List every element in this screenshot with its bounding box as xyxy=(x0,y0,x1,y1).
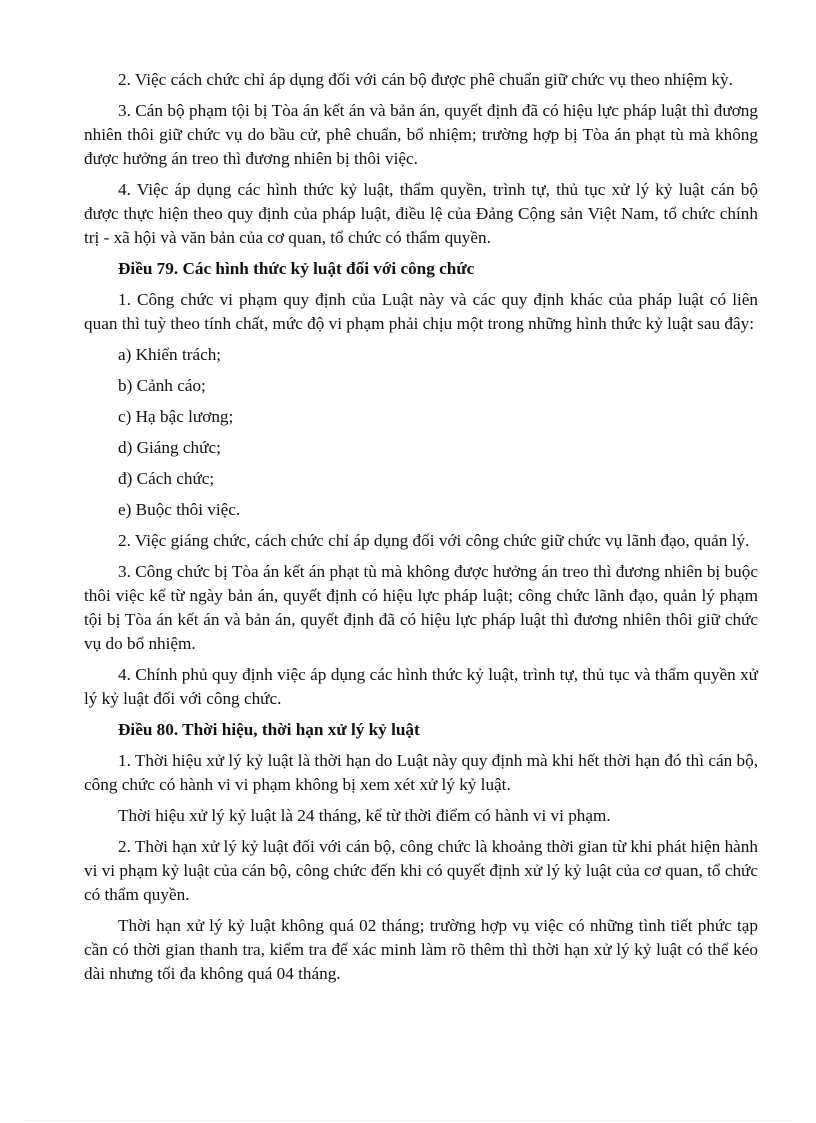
list-item: đ) Cách chức; xyxy=(118,469,215,488)
paragraph: Thời hiệu xử lý kỷ luật là 24 tháng, kể từ thời điểm có hành vi vi phạm. xyxy=(118,806,611,825)
paragraph: 4. Chính phủ quy định việc áp dụng các hình thức kỷ luật, trình tự, thủ tục và thẩm quyền xử lý kỷ luật đối với công chức. xyxy=(84,665,758,708)
list-item: d) Giáng chức; xyxy=(118,438,221,457)
paragraph: 3. Công chức bị Tòa án kết án phạt tù mà không được hưởng án treo thì đương nhiên bị buộc thôi việc kể từ ngày bản án, quyết định có hiệu lực pháp luật; công chức lãnh đạo, quản lý phạm tội bị Tòa án kết án và bản án, quyết định đã có hiệu lực pháp luật thì đương nhiên thôi giữ chức vụ do bổ nhiệm. xyxy=(84,562,758,653)
paragraph: 2. Việc giáng chức, cách chức chỉ áp dụng đối với công chức giữ chức vụ lãnh đạo, quản lý. xyxy=(118,531,750,550)
list-item: b) Cảnh cáo; xyxy=(118,376,206,395)
paragraph: 1. Thời hiệu xử lý kỷ luật là thời hạn do Luật này quy định mà khi hết thời hạn đó thì cán bộ, công chức có hành vi vi phạm không bị xem xét xử lý kỷ luật. xyxy=(84,751,758,794)
list-item: a) Khiển trách; xyxy=(118,345,222,364)
article-heading: Điều 79. Các hình thức kỷ luật đối với công chức xyxy=(118,259,475,278)
paragraph: 1. Công chức vi phạm quy định của Luật này và các quy định khác của pháp luật có liên quan thì tuỳ theo tính chất, mức độ vi phạm phải chịu một trong những hình thức kỷ luật sau đây: xyxy=(84,290,758,333)
paragraph: 2. Việc cách chức chỉ áp dụng đối với cán bộ được phê chuẩn giữ chức vụ theo nhiệm kỳ. xyxy=(118,70,733,89)
document-page xyxy=(84,68,758,993)
paragraph: Thời hạn xử lý kỷ luật không quá 02 tháng; trường hợp vụ việc có những tình tiết phức tạp cần có thời gian thanh tra, kiểm tra để xác minh làm rõ thêm thì thời hạn xử lý kỷ luật có thể kéo dài nhưng tối đa không quá 04 tháng. xyxy=(84,916,758,983)
list-item: e) Buộc thôi việc. xyxy=(118,500,241,519)
paragraph: 3. Cán bộ phạm tội bị Tòa án kết án và bản án, quyết định đã có hiệu lực pháp luật thì đương nhiên thôi giữ chức vụ do bầu cử, phê chuẩn, bổ nhiệm; trường hợp bị Tòa án phạt tù mà không được hưởng án treo thì đương nhiên bị thôi việc. xyxy=(84,101,758,168)
paragraph: 4. Việc áp dụng các hình thức kỷ luật, thẩm quyền, trình tự, thủ tục xử lý kỷ luật cán bộ được thực hiện theo quy định của pháp luật, điều lệ của Đảng Cộng sản Việt Nam, tổ chức chính trị - xã hội và văn bản của cơ quan, tổ chức có thẩm quyền. xyxy=(84,180,758,247)
list-item: c) Hạ bậc lương; xyxy=(118,407,234,426)
page-bottom-divider xyxy=(24,1120,792,1121)
article-heading: Điều 80. Thời hiệu, thời hạn xử lý kỷ luật xyxy=(118,720,420,739)
paragraph: 2. Thời hạn xử lý kỷ luật đối với cán bộ, công chức là khoảng thời gian từ khi phát hiện hành vi vi phạm kỷ luật của cán bộ, công chức đến khi có quyết định xử lý kỷ luật của cơ quan, tổ chức có thẩm quyền. xyxy=(84,837,758,904)
